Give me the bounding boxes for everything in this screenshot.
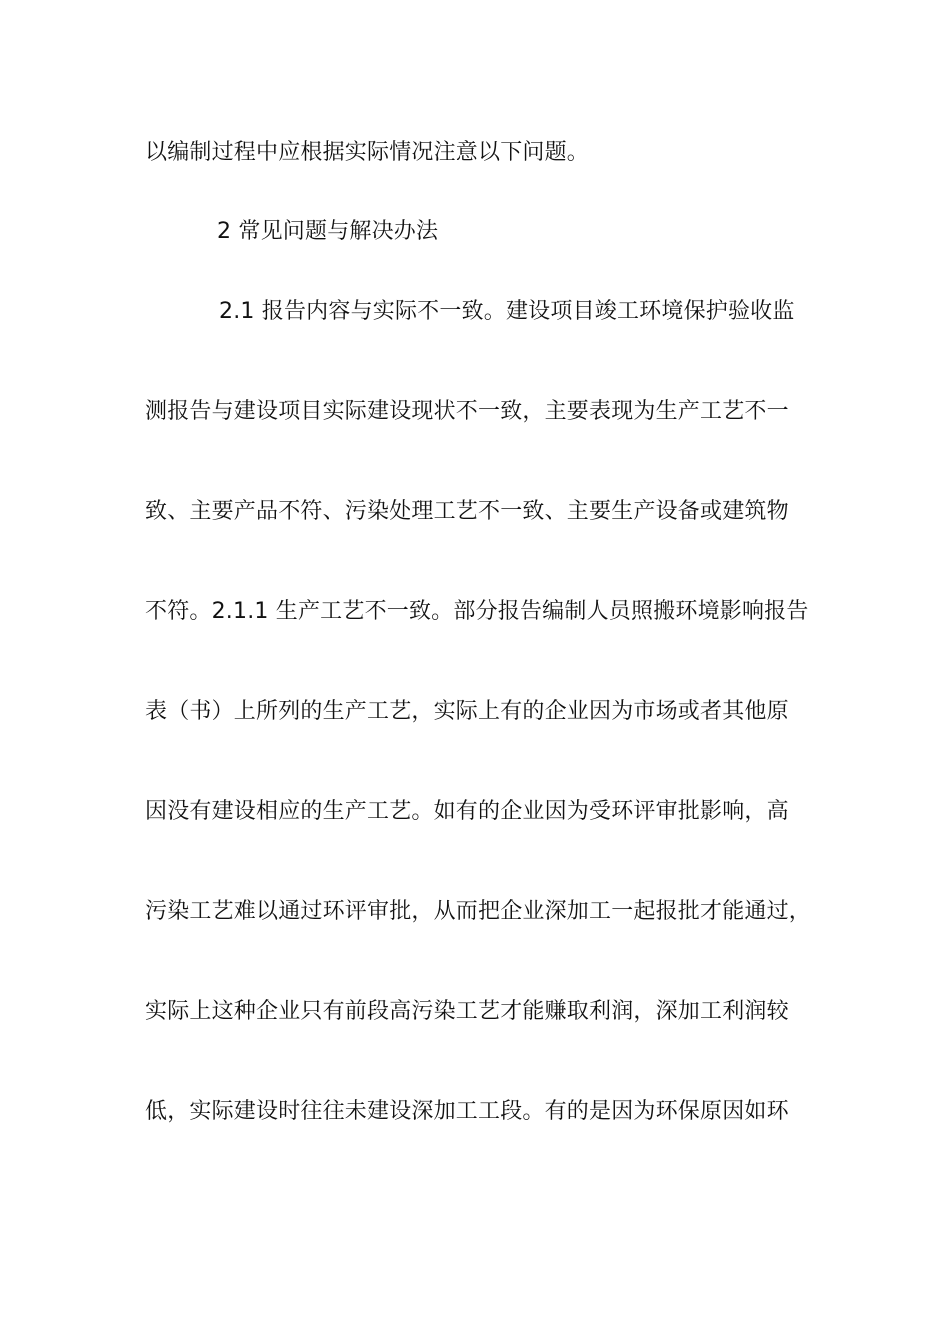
text-line-1: 以编制过程中应根据实际情况注意以下问题。 [145,140,590,165]
text-line-7: 表（书）上所列的生产工艺，实际上有的企业因为市场或者其他原 [145,699,789,724]
text-line-8: 因没有建设相应的生产工艺。如有的企业因为受环评审批影响，高 [145,799,789,824]
text-line-4: 测报告与建设项目实际建设现状不一致，主要表现为生产工艺不一 [145,399,789,424]
text-line-9: 污染工艺难以通过环评审批，从而把企业深加工一起报批才能通过， [145,899,812,924]
text-line-10: 实际上这种企业只有前段高污染工艺才能赚取利润，深加工利润较 [145,999,789,1024]
text-line-6: 不符。2.1.1 生产工艺不一致。部分报告编制人员照搬环境影响报告 [145,599,809,624]
text-line-11: 低，实际建设时往往未建设深加工工段。有的是因为环保原因如环 [145,1099,789,1124]
paragraph-first-line: 2.1 报告内容与实际不一致。建设项目竣工环境保护验收监 [219,299,795,324]
section-heading: 2 常见问题与解决办法 [217,219,439,244]
text-line-5: 致、主要产品不符、污染处理工艺不一致、主要生产设备或建筑物 [145,499,789,524]
